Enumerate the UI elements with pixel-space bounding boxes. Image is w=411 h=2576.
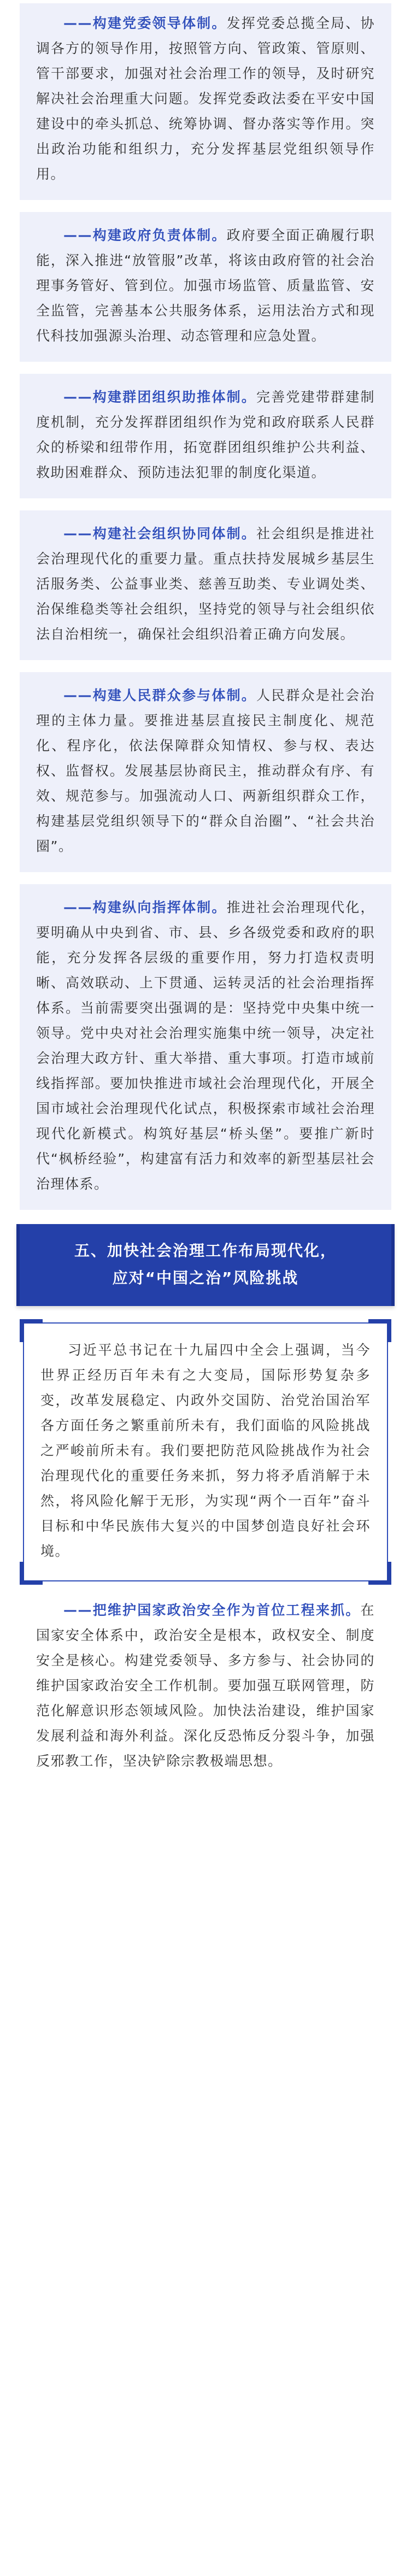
paragraph bbox=[36, 521, 375, 647]
paragraph-lead: ——构建党委领导体制。 bbox=[63, 15, 227, 31]
paragraph-text: 完善党建带群建制度机制，充分发挥群团组织作为党和政府联系人民群众的桥梁和纽带作用，拓宽群团组织维护公共利益、救助困难群众、预防违法犯罪的制度化渠道。 bbox=[36, 389, 375, 480]
section-card-vertical-command bbox=[20, 884, 391, 1210]
paragraph-text: 发挥党委总揽全局、协调各方的领导作用，按照管方向、管政策、管原则、管干部要求，加强对社会治理工作的领导，及时研究解决社会治理重大问题。发挥党委政法委在平安中国建设中的牵头抓总、统筹协调、督办落实等作用。突出政治功能和组织力，充分发挥基层党组织领导作用。 bbox=[36, 15, 375, 182]
section-card-public-participation bbox=[20, 672, 391, 872]
paragraph bbox=[36, 223, 375, 349]
quote-box bbox=[23, 1322, 388, 1581]
corner-decoration bbox=[368, 1562, 391, 1585]
paragraph-text: 在国家安全体系中，政治安全是根本，政权安全、制度安全是核心。构建党委领导、多方参与、社会协同的维护国家政治安全工作机制。要加强互联网管理，防范化解意识形态领域风险。加快法治建设，维护国家发展利益和海外利益。深化反恐怖反分裂斗争，加强反邪教工作，坚决铲除宗教极端思想。 bbox=[36, 1602, 375, 1769]
paragraph-text: 推进社会治理现代化，要明确从中央到省、市、县、乡各级党委和政府的职能，充分发挥各层级的重要作用，努力打造权责明晰、高效联动、上下贯通、运转灵活的社会治理指挥体系。当前需要突出强调的是：坚持党中央集中统一领导。党中央对社会治理实施集中统一领导，决定社会治理大政方针、重大举措、重大事项。打造市域前线指挥部。要加快推进市域社会治理现代化，开展全国市域社会治理现代化试点，积极探索市域社会治理现代化新模式。构筑好基层“桥头堡”。要推广新时代“枫桥经验”，构建富有活力和效率的新型基层社会治理体系。 bbox=[36, 899, 375, 1192]
paragraph bbox=[36, 1598, 375, 1774]
section-card-social-organizations bbox=[20, 510, 391, 660]
corner-decoration bbox=[368, 1319, 391, 1342]
paragraph bbox=[36, 895, 375, 1197]
paragraph-text: 人民群众是社会治理的主体力量。要推进基层直接民主制度化、规范化、程序化，依法保障群众知情权、参与权、表达权、监督权。发展基层协商民主，推动群众有序、有效、规范参与。加强流动人口、两新组织群众工作，构建基层党组织领导下的“群众自治圈”、“社会共治圈”。 bbox=[36, 687, 375, 854]
section-heading-line-2: 应对“中国之治”风险挑战 bbox=[112, 1269, 299, 1287]
paragraph bbox=[36, 385, 375, 485]
paragraph-lead: ——构建群团组织助推体制。 bbox=[63, 389, 257, 405]
paragraph-lead: ——构建人民群众参与体制。 bbox=[63, 687, 257, 703]
section-card-party-leadership bbox=[20, 3, 391, 200]
section-political-security bbox=[20, 1598, 391, 1774]
paragraph bbox=[36, 683, 375, 859]
paragraph-text: 政府要全面正确履行职能，深入推进“放管服”改革，将该由政府管的社会治理事务管好、管到位。加强市场监管、质量监管、安全监管，完善基本公共服务体系，运用法治方式和现代科技加强源头治理、动态管理和应急处置。 bbox=[36, 227, 375, 344]
paragraph bbox=[36, 11, 375, 187]
paragraph-text: 社会组织是推进社会治理现代化的重要力量。重点扶持发展城乡基层生活服务类、公益事业类、慈善互助类、专业调处类、治保维稳类等社会组织，坚持党的领导与社会组织依法自治相统一，确保社会组织沿着正确方向发展。 bbox=[36, 526, 375, 642]
corner-decoration bbox=[20, 1562, 43, 1585]
section-card-mass-organizations bbox=[20, 374, 391, 498]
quote-text: 习近平总书记在十九届四中全会上强调，当今世界正经历百年未有之大变局，国际形势复杂多变，改革发展稳定、内政外交国防、治党治国治军各方面任务之繁重前所未有，我们面临的风险挑战之严峻前所未有。我们要把防范风险挑战作为社会治理现代化的重要任务来抓，努力将矛盾消解于未然，将风险化解于无形，为实现“两个一百年”奋斗目标和中华民族伟大复兴的中国梦创造良好社会环境。 bbox=[40, 1342, 371, 1559]
paragraph-lead: ——构建纵向指挥体制。 bbox=[63, 899, 227, 915]
paragraph-lead: ——构建社会组织协同体制。 bbox=[63, 526, 257, 542]
section-heading-banner bbox=[16, 1224, 395, 1306]
section-card-government bbox=[20, 212, 391, 362]
paragraph-lead: ——构建政府负责体制。 bbox=[63, 227, 227, 243]
corner-decoration bbox=[20, 1319, 43, 1342]
paragraph-lead: ——把维护国家政治安全作为首位工程来抓。 bbox=[63, 1602, 361, 1618]
section-heading-line-1: 五、加快社会治理工作布局现代化， bbox=[74, 1242, 337, 1260]
